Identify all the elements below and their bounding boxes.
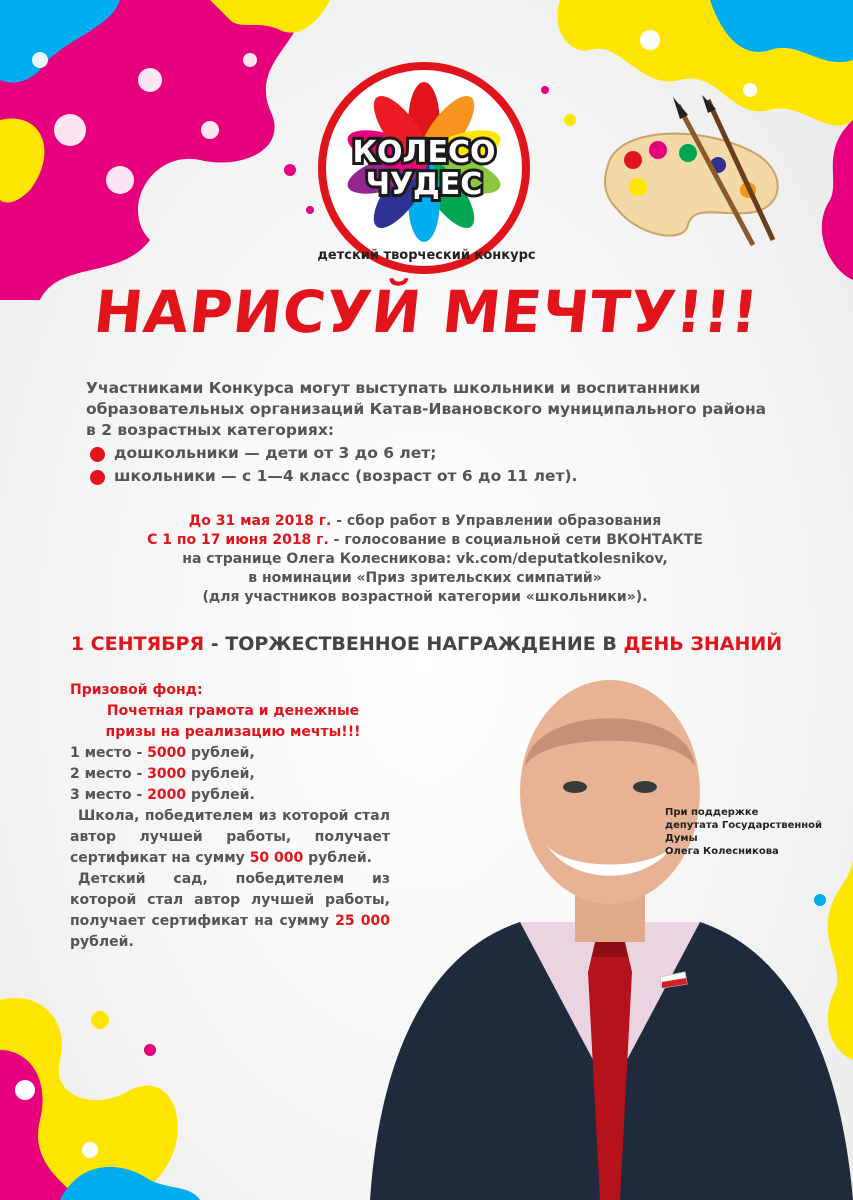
place-unit: рублей, xyxy=(186,745,255,761)
dates-section xyxy=(100,512,750,607)
support-caption xyxy=(665,806,825,858)
list-item-label: дошкольники — дети от 3 до 6 лет; xyxy=(114,444,437,462)
kindergarten-prize-body: Детский сад, победителем из которой стал автор лучшей работы, получает сертификат на сумму xyxy=(70,871,390,929)
list-item xyxy=(86,466,806,487)
date-line-1 xyxy=(100,512,750,531)
school-prize-unit: рублей. xyxy=(303,850,372,866)
date-highlight: До 31 мая 2018 г. xyxy=(188,513,332,529)
kolesochudes-logo xyxy=(318,62,530,274)
age-categories-list xyxy=(86,443,806,487)
prize-place-3 xyxy=(70,785,390,806)
place-label: 3 место - xyxy=(70,787,148,803)
bullet-dot-icon xyxy=(90,447,105,462)
date-line-4: в номинации «Приз зрительских симпатий» xyxy=(248,570,602,586)
bullet-dot-icon xyxy=(90,470,105,485)
prize-subheading-1: Почетная грамота и денежные xyxy=(106,703,360,719)
award-text: - ТОРЖЕСТВЕННОЕ НАГРАЖДЕНИЕ В xyxy=(204,633,624,655)
contest-subtitle: детский творческий конкурс xyxy=(317,248,536,263)
list-item xyxy=(86,443,806,464)
date-line-2 xyxy=(100,531,750,550)
support-line: депутата Государственной xyxy=(665,820,823,831)
logo-line2: ЧУДЕС xyxy=(365,167,483,202)
intro-line: образовательных организаций Катав-Ивановского муниципального района xyxy=(86,400,767,418)
paint-splatter-bottom-left xyxy=(0,960,230,1200)
page-title: НАРИСУЙ МЕЧТУ!!! xyxy=(90,278,763,346)
school-prize-body: Школа, победителем из которой стал автор лучшей работы, получает сертификат на сумму xyxy=(70,808,390,866)
school-prize-amount: 50 000 xyxy=(249,850,304,866)
award-date: 1 СЕНТЯБРЯ xyxy=(70,633,205,655)
paint-palette-icon xyxy=(598,95,788,255)
intro-section xyxy=(86,378,806,487)
date-text: - сбор работ в Управлении образования xyxy=(331,513,662,529)
date-highlight: С 1 по 17 июня 2018 г. xyxy=(147,532,329,548)
place-amount: 5000 xyxy=(147,745,187,761)
logo-line1: КОЛЕСО xyxy=(352,135,496,170)
place-label: 2 место - xyxy=(70,766,148,782)
place-label: 1 место - xyxy=(70,745,148,761)
place-amount: 2000 xyxy=(147,787,187,803)
intro-line: Участниками Конкурса могут выступать школьники и воспитанники xyxy=(86,379,701,397)
kindergarten-prize-amount: 25 000 xyxy=(335,913,390,929)
place-unit: рублей, xyxy=(186,766,255,782)
award-day: ДЕНЬ ЗНАНИЙ xyxy=(623,633,783,655)
prize-fund-section xyxy=(70,680,390,953)
place-unit: рублей. xyxy=(186,787,255,803)
school-prize-text xyxy=(70,806,390,869)
prize-subheading-2: призы на реализацию мечты!!! xyxy=(105,724,361,740)
kindergarten-prize-unit: рублей. xyxy=(70,934,134,950)
support-line: При поддержке xyxy=(665,807,759,818)
deputy-portrait-photo xyxy=(370,672,853,1200)
award-ceremony-line xyxy=(0,633,853,655)
kindergarten-prize-text xyxy=(70,869,390,953)
date-text: - голосование в социальной сети ВКОНТАКТЕ xyxy=(328,532,703,548)
place-amount: 3000 xyxy=(147,766,187,782)
support-line: Думы xyxy=(665,833,698,844)
prize-place-2 xyxy=(70,764,390,785)
intro-line: в 2 возрастных категориях: xyxy=(86,421,335,439)
prize-place-1 xyxy=(70,743,390,764)
list-item-label: школьники — с 1—4 класс (возраст от 6 до 11 лет). xyxy=(114,467,578,485)
date-line-5: (для участников возрастной категории «школьники»). xyxy=(202,589,648,605)
date-line-3: на странице Олега Колесникова: vk.com/deputatkolesnikov, xyxy=(182,551,668,567)
prize-heading: Призовой фонд: xyxy=(70,682,203,698)
support-line: Олега Колесникова xyxy=(665,846,779,857)
